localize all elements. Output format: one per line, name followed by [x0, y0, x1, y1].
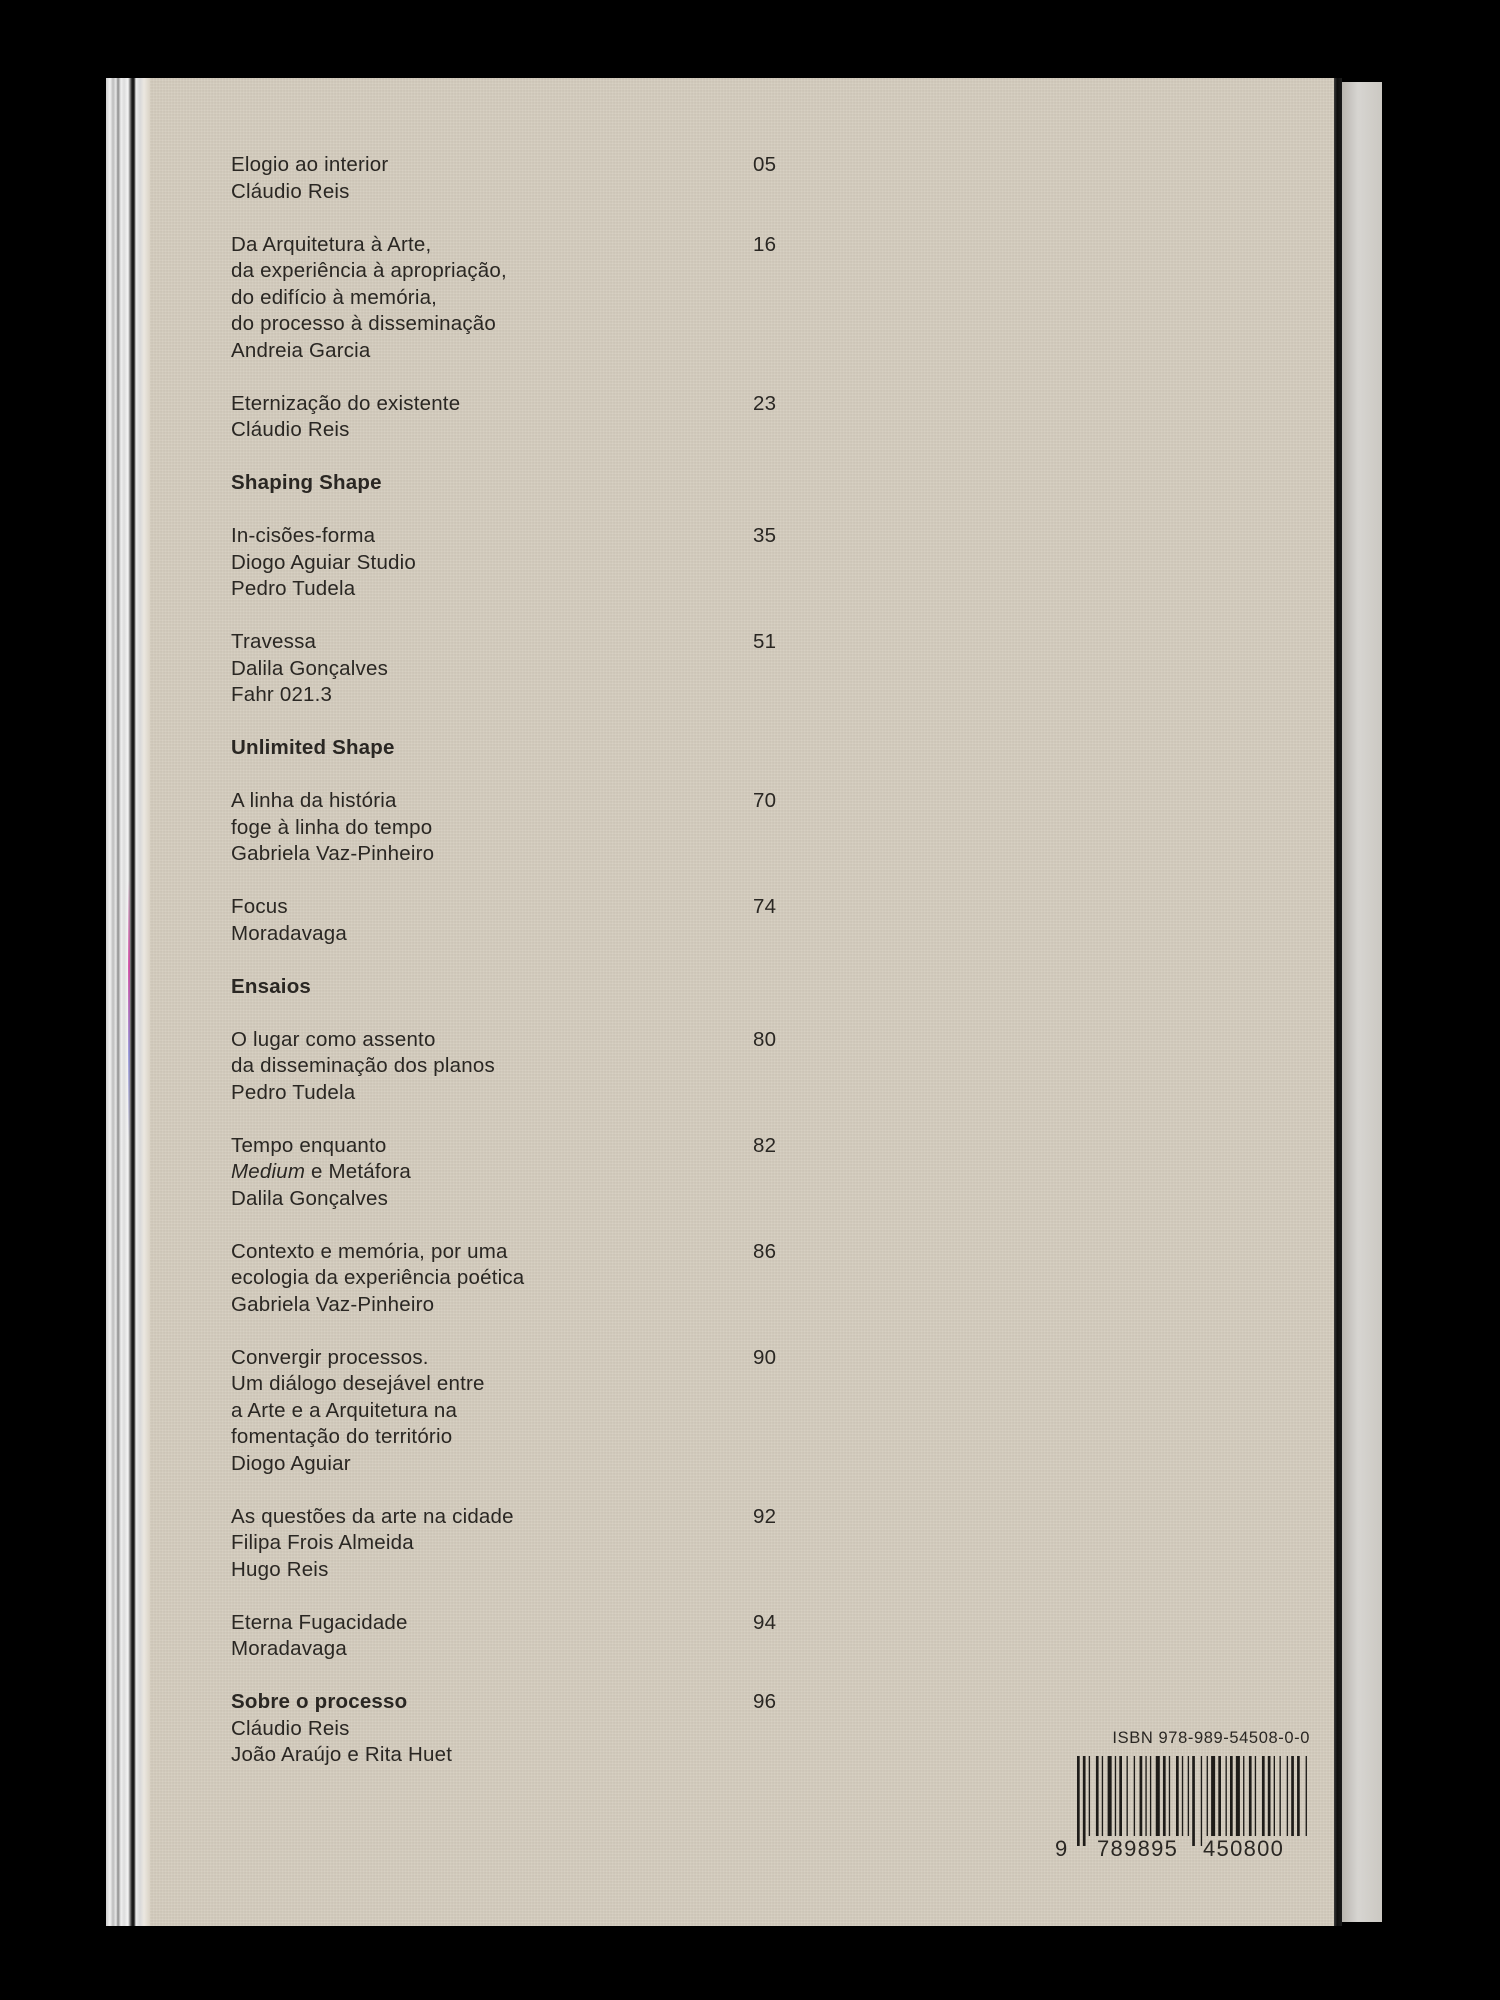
- toc-entry: [231, 788, 791, 868]
- isbn-label: ISBN 978-989-54508-0-0: [1112, 1729, 1310, 1747]
- spine-board: [1342, 82, 1382, 1922]
- toc-entry-title: Tempo enquanto: [231, 1133, 387, 1157]
- barcode-bar: [1156, 1756, 1160, 1836]
- toc-entry-author: Diogo Aguiar Studio: [231, 550, 417, 574]
- barcode-bar: [1163, 1756, 1166, 1836]
- toc-page-number: 51: [753, 630, 777, 653]
- toc-page-number: 16: [753, 232, 777, 256]
- toc-entry-title: Contexto e memória, por uma: [231, 1239, 508, 1263]
- barcode-bar: [1262, 1756, 1265, 1836]
- toc-title-rest: e Metáfora: [305, 1160, 412, 1183]
- toc-entry: [231, 629, 791, 709]
- barcode-bar: [1108, 1756, 1112, 1836]
- toc-entry-author: Pedro Tudela: [231, 1080, 356, 1104]
- toc-page-number: 74: [753, 895, 777, 918]
- barcode-bar: [1249, 1756, 1252, 1836]
- toc-entry: [231, 1610, 791, 1663]
- toc-entry-title: O lugar como assento: [231, 1027, 436, 1051]
- barcode-bar: [1243, 1756, 1244, 1836]
- toc-entry-title: do edifício à memória,: [231, 285, 438, 309]
- toc-entry-title: Um diálogo desejável entre: [231, 1372, 485, 1395]
- barcode-bar: [1280, 1756, 1281, 1836]
- toc-entry-title: [231, 1159, 671, 1186]
- toc-entry-author: Moradavaga: [231, 921, 347, 945]
- toc-entry: [231, 894, 791, 947]
- barcode-bar: [1102, 1756, 1103, 1836]
- toc-entry-author: Dalila Gonçalves: [231, 1186, 389, 1210]
- barcode-bar: [1255, 1756, 1256, 1836]
- barcode-bar: [1188, 1756, 1189, 1836]
- toc-entry: [231, 1504, 791, 1584]
- toc-page-number: 35: [753, 524, 777, 547]
- toc-entry-author: João Araújo e Rita Huet: [231, 1743, 453, 1766]
- toc-entry: [231, 1027, 791, 1107]
- barcode-bar: [1134, 1756, 1135, 1836]
- barcode-bar: [1077, 1756, 1080, 1846]
- barcode-bar: [1306, 1756, 1307, 1836]
- toc-entry-title: fomentação do território: [231, 1425, 453, 1448]
- barcode-bar: [1230, 1756, 1233, 1836]
- toc-entry-title: do processo à disseminação: [231, 312, 497, 335]
- spine-edge: [1334, 78, 1342, 1926]
- toc-entry-title: Da Arquitetura à Arte,: [231, 232, 432, 256]
- barcode-digits: [1055, 1836, 1315, 1866]
- barcode-bar: [1145, 1756, 1146, 1836]
- toc-entry-title: foge à linha do tempo: [231, 815, 433, 839]
- barcode-bar: [1169, 1756, 1170, 1836]
- toc-entry-author: Cláudio Reis: [231, 1716, 350, 1740]
- barcode-bar: [1192, 1756, 1195, 1846]
- toc-entry-author: Gabriela Vaz-Pinheiro: [231, 842, 435, 865]
- toc-entry: [231, 1133, 791, 1213]
- toc-entry-title: A linha da história: [231, 789, 397, 812]
- barcode-digits-left: 789895: [1097, 1836, 1179, 1861]
- toc-entry-title: Convergir processos.: [231, 1345, 429, 1369]
- toc-entry-author: Fahr 021.3: [231, 683, 333, 706]
- toc-entry-author: Cláudio Reis: [231, 179, 350, 203]
- toc-section-heading: Ensaios: [231, 974, 312, 998]
- toc-entry-author: Dalila Gonçalves: [231, 656, 389, 680]
- toc-entry-title: da disseminação dos planos: [231, 1054, 495, 1077]
- toc-entry-title: Elogio ao interior: [231, 153, 389, 176]
- barcode-digits-right: 450800: [1203, 1836, 1285, 1861]
- toc-entry: [231, 523, 791, 603]
- barcode-bar: [1083, 1756, 1086, 1846]
- toc-entry-author: Andreia Garcia: [231, 338, 371, 362]
- toc-page-number: 70: [753, 789, 777, 812]
- toc-entry: [231, 391, 791, 444]
- barcode-bar: [1127, 1756, 1128, 1836]
- toc-entry: [231, 152, 791, 205]
- toc-page-number: 90: [753, 1345, 777, 1369]
- toc-page-number: 92: [753, 1504, 777, 1528]
- barcode-bar: [1268, 1756, 1271, 1836]
- barcode-bar: [1207, 1756, 1208, 1836]
- toc-section-heading: Unlimited Shape: [231, 736, 395, 759]
- barcode-bar: [1236, 1756, 1240, 1836]
- toc-page-number: 86: [753, 1239, 777, 1263]
- barcode-bar: [1297, 1756, 1300, 1836]
- barcode-bar: [1150, 1756, 1151, 1836]
- toc-entry-title: Travessa: [231, 630, 317, 653]
- toc-entry-title: a Arte e a Arquitetura na: [231, 1398, 458, 1422]
- toc-entry-title: da experiência à apropriação,: [231, 259, 507, 282]
- isbn-barcode: [1075, 1756, 1309, 1846]
- toc-page-number: 96: [753, 1690, 777, 1713]
- toc-page-number: 23: [753, 391, 777, 415]
- toc-entry-author: Pedro Tudela: [231, 577, 356, 600]
- toc-entry-title: In-cisões-forma: [231, 524, 376, 547]
- barcode-bar: [1140, 1756, 1143, 1836]
- page-edge-color-stripe: [128, 880, 130, 1140]
- toc-entry-author: Filipa Frois Almeida: [231, 1531, 414, 1554]
- barcode-bar: [1291, 1756, 1294, 1836]
- toc-entry-title: Eternização do existente: [231, 391, 461, 415]
- barcode-bar: [1182, 1756, 1183, 1836]
- toc-entry-author: Hugo Reis: [231, 1557, 329, 1581]
- toc-entry-author: Moradavaga: [231, 1637, 347, 1660]
- toc-page-number: 80: [753, 1027, 777, 1051]
- barcode-bar: [1201, 1756, 1202, 1846]
- toc-section-heading: Shaping Shape: [231, 471, 382, 494]
- toc-entry-title: Focus: [231, 895, 288, 918]
- toc-entry: [231, 1239, 791, 1319]
- toc-section-title: Sobre o processo: [231, 1690, 408, 1713]
- barcode-bar: [1226, 1756, 1227, 1836]
- barcode-bar: [1218, 1756, 1221, 1836]
- toc-entry-author: Cláudio Reis: [231, 418, 350, 441]
- toc-entry: [231, 1345, 791, 1478]
- barcode-bar: [1211, 1756, 1215, 1836]
- toc-entry-title: ecologia da experiência poética: [231, 1266, 525, 1289]
- toc-entry: [231, 232, 791, 365]
- toc-entry: [231, 1716, 791, 1769]
- barcode-bar: [1274, 1756, 1275, 1836]
- barcode-digit-lead: 9: [1055, 1836, 1069, 1861]
- barcode-bar: [1096, 1756, 1099, 1836]
- toc-italic-word: Medium: [231, 1160, 306, 1183]
- table-of-contents: [231, 152, 831, 1795]
- barcode-bar: [1176, 1756, 1179, 1836]
- barcode-bar: [1119, 1756, 1122, 1836]
- barcode-bar: [1089, 1756, 1090, 1836]
- barcode-bar: [1287, 1756, 1288, 1836]
- toc-entry-title: As questões da arte na cidade: [231, 1504, 514, 1528]
- toc-entry-title: Eterna Fugacidade: [231, 1610, 408, 1634]
- toc-page-number: 82: [753, 1133, 777, 1157]
- toc-entry-author: Diogo Aguiar: [231, 1451, 351, 1475]
- toc-page-number: 94: [753, 1610, 777, 1634]
- barcode-bar: [1115, 1756, 1116, 1836]
- toc-section-heading: [231, 1689, 791, 1716]
- toc-entry-author: Gabriela Vaz-Pinheiro: [231, 1292, 435, 1316]
- toc-page-number: 05: [753, 153, 777, 176]
